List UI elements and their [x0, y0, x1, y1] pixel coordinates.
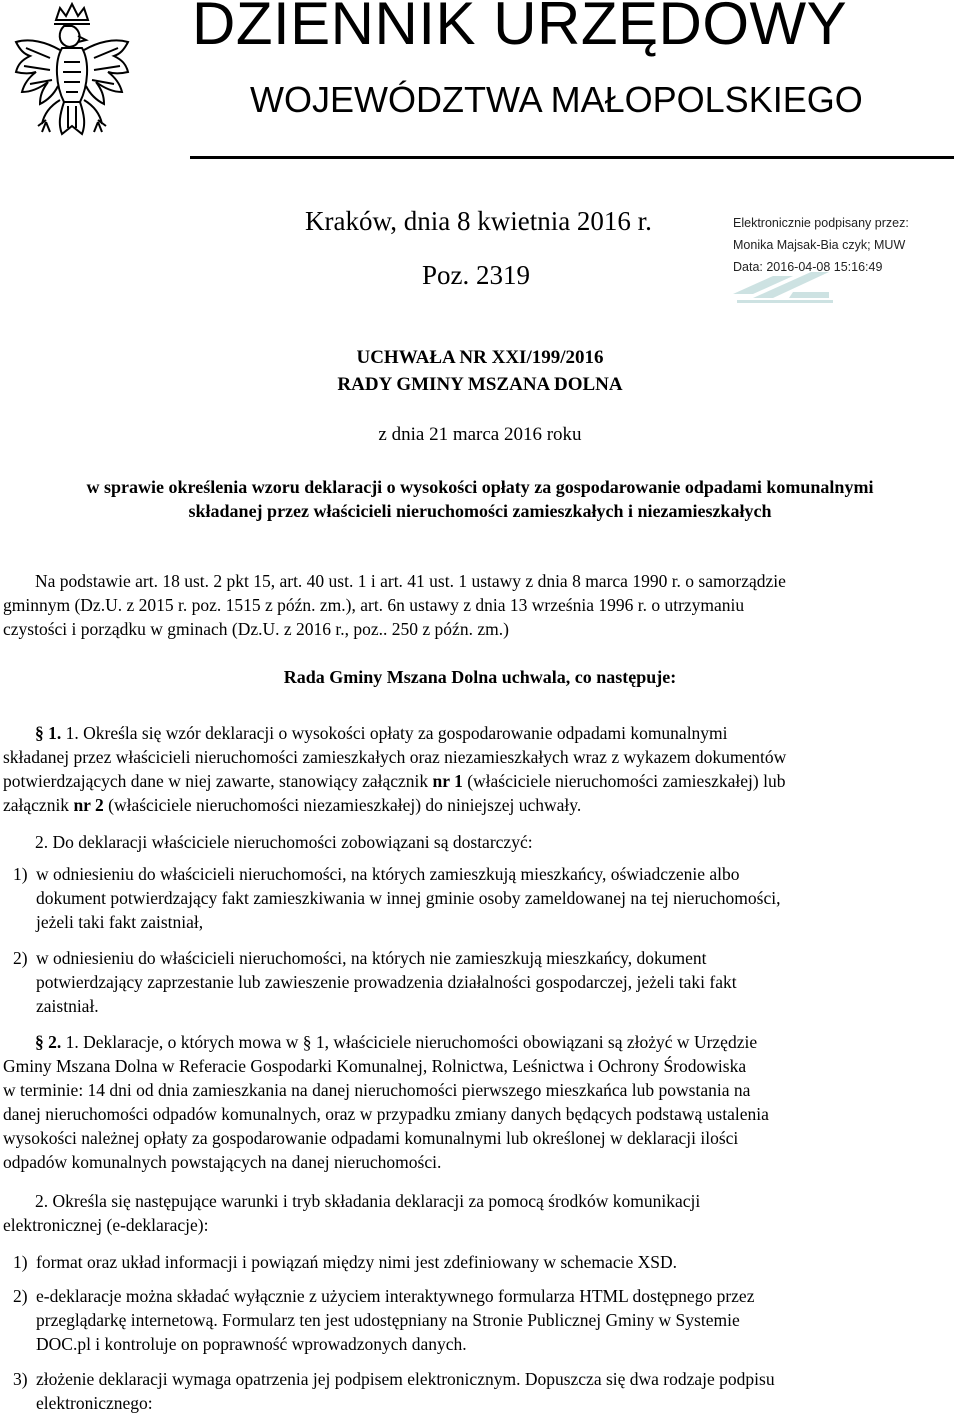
text: 1. Deklaracje, o których mowa w § 1, właściciele nieruchomości obowiązani są złożyć w Urzędzie [65, 1032, 758, 1052]
text: elektronicznej (e-deklaracje): [3, 1215, 209, 1235]
signature-line-3: Data: 2016-04-08 15:16:49 [733, 260, 883, 274]
text: elektronicznego: [36, 1393, 153, 1413]
list-item [3, 862, 947, 934]
section-2-paragraph-2 [3, 1189, 947, 1237]
act-title-line-1: UCHWAŁA NR XXI/199/2016 [356, 347, 604, 368]
text: potwierdzających dane w niej zawarte, stanowiący załącznik [3, 771, 433, 791]
annex-ref: nr 1 [432, 771, 463, 791]
section-mark: § 1. [35, 723, 62, 743]
text: w terminie: 14 dni od dnia zamieszkania na danej nieruchomości pierwszego mieszkańca lub powstania na [3, 1080, 751, 1100]
section-1-paragraph-2 [3, 830, 947, 854]
annex-ref: nr 2 [73, 795, 104, 815]
text: złożenie deklaracji wymaga opatrzenia jej podpisem elektronicznym. Dopuszcza się dwa rodzaje podpisu [36, 1369, 775, 1389]
text: jeżeli taki fakt zaistniał, [36, 912, 204, 932]
list-number: 1) [13, 864, 28, 884]
text: dokument potwierdzający fakt zamieszkiwania w innej gminie osoby zameldowanej na tej nieruchomości, [36, 888, 781, 908]
list-item [3, 946, 947, 1018]
signature-line-2: Monika Majsak-Bia czyk; MUW [733, 238, 906, 252]
resolution-formula: Rada Gminy Mszana Dolna uchwala, co następuje: [283, 667, 677, 687]
act-subject-line-1: w sprawie określenia wzoru deklaracji o wysokości opłaty za gospodarowanie odpadami komunalnymi [86, 477, 874, 497]
preamble [3, 569, 947, 641]
act-subject-line-2: składanej przez właścicieli nieruchomości zamieszkałych i niezamieszkałych [188, 501, 772, 521]
text: w odniesieniu do właścicieli nieruchomości, na których zamieszkują mieszkańcy, oświadczenie albo [36, 864, 740, 884]
act-date: z dnia 21 marca 2016 roku [378, 424, 582, 445]
list-item [3, 1284, 947, 1356]
masthead-divider [190, 156, 954, 159]
text: e-deklaracje można składać wyłącznie z użyciem interaktywnego formularza HTML dostępnego przez [36, 1286, 755, 1306]
section-2-paragraph-1 [3, 1030, 947, 1174]
text: wysokości należnej opłaty za gospodarowanie odpadami komunalnymi lub określonej w deklaracji ilości [3, 1128, 739, 1148]
text: 2. Określa się następujące warunki i tryb składania deklaracji za pomocą środków komunikacji [35, 1191, 701, 1211]
text: odpadów komunalnych powstających na danej nieruchomości. [3, 1152, 442, 1172]
text: Gminy Mszana Dolna w Referacie Gospodarki Komunalnej, Rolnictwa, Leśnictwa i Ochrony Środowiska [3, 1056, 747, 1076]
list-number: 3) [13, 1369, 28, 1389]
signature-stamp-icon [733, 268, 843, 304]
list-number: 1) [13, 1252, 28, 1272]
text: 2. Do deklaracji właściciele nieruchomości zobowiązani są dostarczyć: [35, 832, 533, 852]
text: (właściciele nieruchomości zamieszkałej) lub [462, 771, 786, 791]
preamble-line: czystości i porządku w gminach (Dz.U. z 2016 r., poz.. 250 z późn. zm.) [3, 619, 509, 639]
preamble-line: Na podstawie art. 18 ust. 2 pkt 15, art. 40 ust. 1 i art. 41 ust. 1 ustawy z dnia 8 marca 1990 r. o samorządzie [35, 571, 786, 591]
text: danej nieruchomości odpadów komunalnych, oraz w przypadku zmiany danych będących podstawą ustalenia [3, 1104, 769, 1124]
list-number: 2) [13, 1286, 28, 1306]
list-number: 2) [13, 948, 28, 968]
text: (właściciele nieruchomości niezamieszkałej) do niniejszej uchwały. [103, 795, 582, 815]
text: przeglądarkę internetową. Formularz ten jest udostępniany na Stronie Publicznej Gminy w Systemie [36, 1310, 740, 1330]
text: w odniesieniu do właścicieli nieruchomości, na których nie zamieszkują mieszkańcy, dokument [36, 948, 707, 968]
polish-eagle-emblem-icon [6, 2, 138, 160]
masthead-title: DZIENNIK URZĘDOWY [192, 0, 848, 57]
list-item [3, 1250, 947, 1274]
text: załącznik [3, 795, 74, 815]
list-item [3, 1367, 947, 1415]
text: potwierdzający zaprzestanie lub zawieszenie prowadzenia działalności gospodarczej, jeżeli taki fakt [36, 972, 737, 992]
masthead-subtitle: WOJEWÓDZTWA MAŁOPOLSKIEGO [250, 79, 863, 120]
signature-line-1: Elektronicznie podpisany przez: [733, 216, 909, 230]
position-number: Poz. 2319 [422, 260, 530, 290]
text: zaistniał. [36, 996, 99, 1016]
act-title-line-2: RADY GMINY MSZANA DOLNA [337, 374, 623, 395]
text: 1. Określa się wzór deklaracji o wysokości opłaty za gospodarowanie odpadami komunalnymi [65, 723, 728, 743]
text: składanej przez właścicieli nieruchomości zamieszkałych oraz niezamieszkałych wraz z wykazem dokumentów [3, 747, 787, 767]
section-1-paragraph-1 [3, 721, 947, 817]
issue-city-date: Kraków, dnia 8 kwietnia 2016 r. [305, 206, 652, 236]
section-mark: § 2. [35, 1032, 62, 1052]
text: DOC.pl i kontroluje on poprawność wprowadzonych danych. [36, 1334, 467, 1354]
preamble-line: gminnym (Dz.U. z 2015 r. poz. 1515 z późn. zm.), art. 6n ustawy z dnia 13 września 1996 r. o utrzymaniu [3, 595, 745, 615]
text: format oraz układ informacji i powiązań między nimi jest zdefiniowany w schemacie XSD. [36, 1252, 677, 1272]
